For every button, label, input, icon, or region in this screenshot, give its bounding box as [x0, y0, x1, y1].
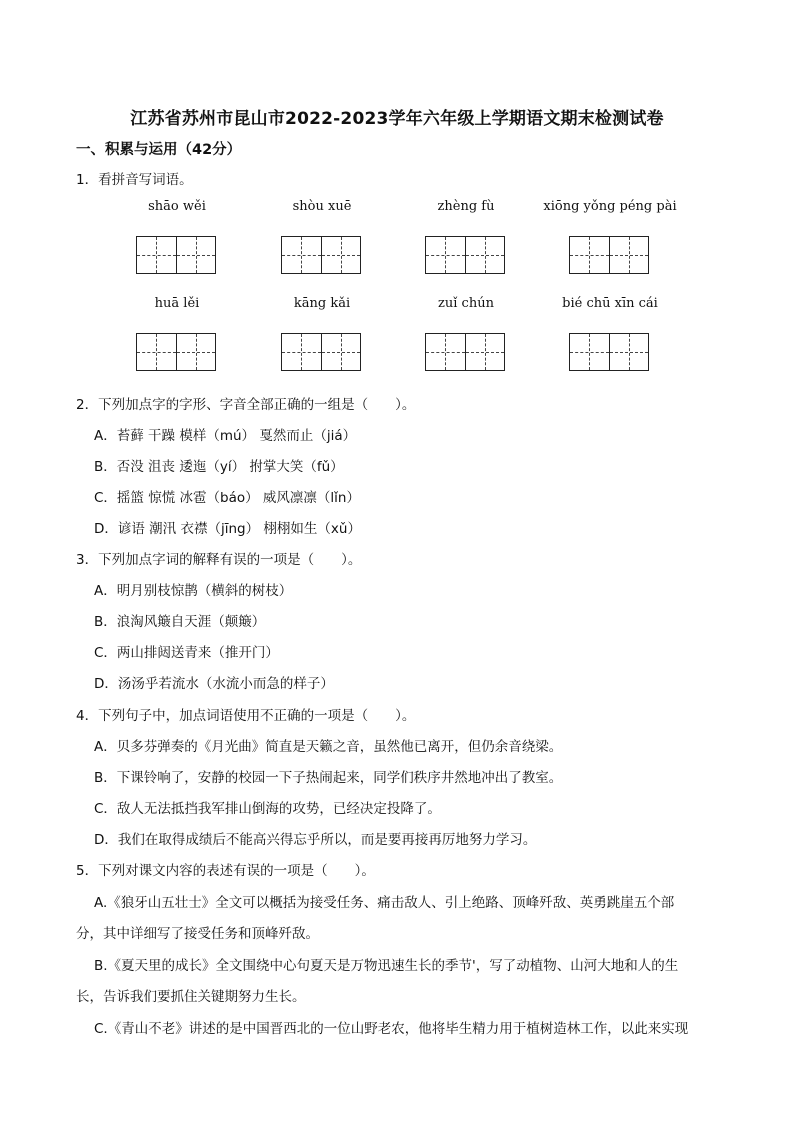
option-d: D．我们在取得成绩后不能高兴得忘乎所以，而是要再接再厉地努力学习。	[94, 832, 537, 848]
pinyin-label: huā lěi	[154, 296, 200, 311]
pinyin-label: xiōng yǒng péng pài	[543, 199, 677, 214]
option-b: B．浪淘风簸自天涯（颠簸）	[94, 614, 266, 630]
writing-grid[interactable]	[569, 236, 649, 274]
question-2-stem: 2．下列加点字的字形、字音全部正确的一组是（ ）。	[76, 397, 416, 413]
pinyin-label: shòu xuē	[292, 199, 352, 214]
writing-grid[interactable]	[281, 236, 361, 274]
writing-grid[interactable]	[425, 236, 505, 274]
option-d: D．谚语 潮汛 衣襟（jīng） 栩栩如生（xǔ）	[94, 521, 361, 537]
option-c-line-1: C.《青山不老》讲述的是中国晋西北的一位山野老农，他将毕生精力用于植树造林工作，以此来实现	[94, 1021, 689, 1037]
option-d: D．汤汤乎若流水（水流小而急的样子）	[94, 676, 334, 692]
writing-grid[interactable]	[569, 333, 649, 371]
option-a: A．贝多芬弹奏的《月光曲》简直是天籁之音，虽然他已离开，但仍余音绕梁。	[94, 739, 563, 755]
option-c: C．两山排闼送青来（推开门）	[94, 645, 279, 661]
option-b: B．下课铃响了，安静的校园一下子热闹起来，同学们秩序井然地冲出了教室。	[94, 770, 563, 786]
question-3-stem: 3．下列加点字词的解释有误的一项是（ ）。	[76, 552, 362, 568]
question-5-stem: 5．下列对课文内容的表述有误的一项是（ ）。	[76, 863, 375, 879]
pinyin-label: bié chū xīn cái	[562, 296, 658, 311]
writing-grid[interactable]	[425, 333, 505, 371]
pinyin-label: zhèng fù	[437, 199, 495, 214]
writing-grid[interactable]	[136, 236, 216, 274]
section-heading: 一、积累与运用（42分）	[76, 142, 242, 158]
question-1-stem: 1．看拼音写词语。	[76, 172, 193, 188]
option-c: C．摇篮 惊慌 冰雹（báo） 威风凛凛（lǐn）	[94, 490, 360, 506]
page-title: 江苏省苏州市昆山市2022-2023学年六年级上学期语文期末检测试卷	[130, 109, 664, 129]
option-b: B．否没 沮丧 逶迤（yí） 拊掌大笑（fǔ）	[94, 459, 344, 475]
option-a: A．明月别枝惊鹊（横斜的树枝）	[94, 583, 293, 599]
pinyin-label: zuǐ chún	[438, 296, 494, 311]
option-c: C．敌人无法抵挡我军排山倒海的攻势，已经决定投降了。	[94, 801, 441, 817]
pinyin-label: shāo wěi	[148, 199, 206, 214]
option-b-line-1: B.《夏天里的成长》全文围绕中心句夏天是万物迅速生长的季节'，写了动植物、山河大地和人的生	[94, 958, 679, 974]
option-a-line-2: 分，其中详细写了接受任务和顶峰歼敌。	[76, 926, 319, 942]
pinyin-label: kāng kǎi	[293, 296, 351, 311]
option-a: A．苔藓 干躁 模样（mú） 戛然而止（jiá）	[94, 428, 357, 444]
option-b-line-2: 长，告诉我们要抓住关键期努力生长。	[76, 989, 306, 1005]
question-4-stem: 4．下列句子中，加点词语使用不正确的一项是（ ）。	[76, 708, 416, 724]
writing-grid[interactable]	[136, 333, 216, 371]
option-a-line-1: A.《狼牙山五壮士》全文可以概括为接受任务、痛击敌人、引上绝路、顶峰歼敌、英勇跳崖五个部	[94, 895, 675, 911]
writing-grid[interactable]	[281, 333, 361, 371]
